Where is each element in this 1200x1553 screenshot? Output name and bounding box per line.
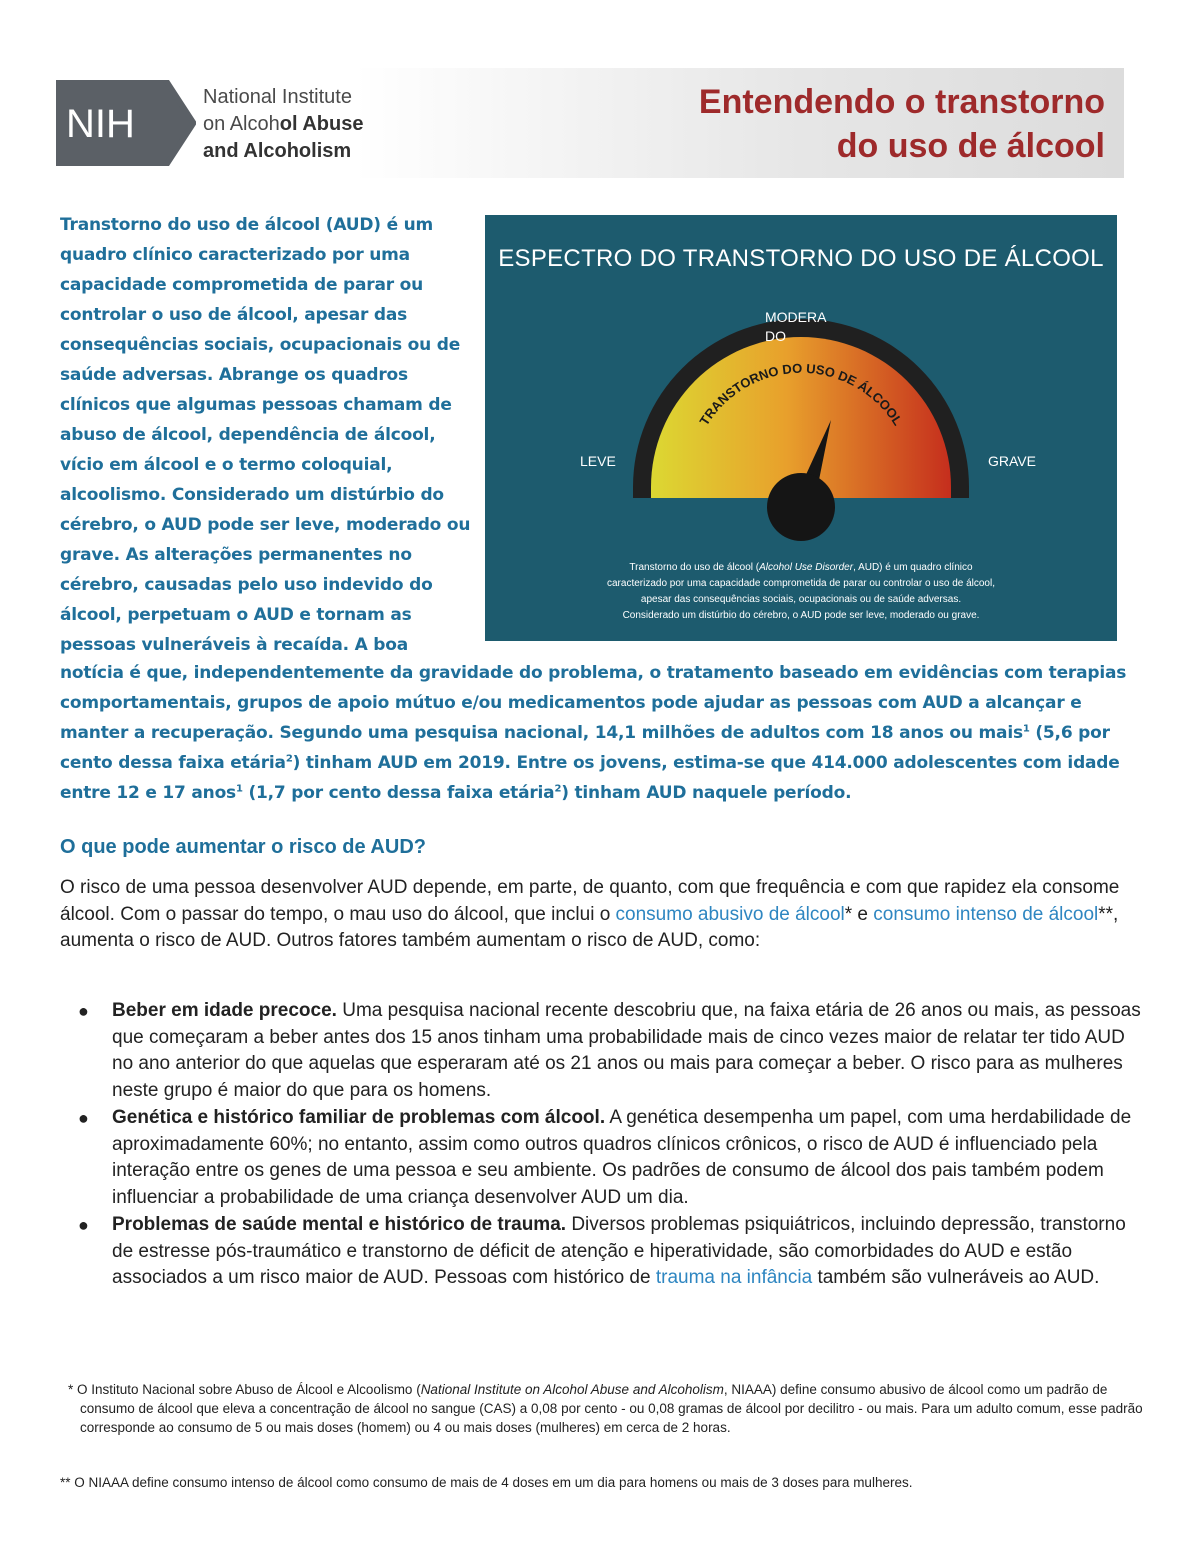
gauge-arc-text: TRANSTORNO DO USO DE ÁLCOOL xyxy=(696,360,906,429)
caption-line-3: apesar das consequências sociais, ocupacionais ou de saúde adversas. xyxy=(640,594,962,605)
logo-line-1: National Institute xyxy=(203,86,352,108)
link-consumo-intenso[interactable]: consumo intenso de álcool xyxy=(873,903,1099,925)
spectrum-title: ESPECTRO DO TRANSTORNO DO USO DE ÁLCOOL xyxy=(498,245,1104,272)
gauge-pivot xyxy=(767,473,835,541)
list-item: ● Beber em idade precoce. Uma pesquisa nacional recente descobriu que, na faixa etária de 26 anos ou mais, as pessoas que começaram a beber antes dos 15 anos tinham uma probabilidade mais de cinco vezes maior de relatar ter tido AUD no ano anterior do que aquelas que esperaram até os 21 anos ou mais para começar a beber. O risco para as mulheres neste grupo é maior do que para os homens. xyxy=(78,1000,1141,1101)
footnote-ref-2: 2 xyxy=(285,753,293,765)
risk-factor-list xyxy=(60,998,1150,1292)
intro-paragraph-wide: notícia é que, independentemente da gravidade do problema, o tratamento baseado em evidências com terapias comportamentais, grupos de apoio mútuo e/ou medicamentos pode ajudar as pessoas com AUD a alcançar e manter a recuperação. Segundo uma pesquisa nacional, 14,1 milhões de adultos com 18 anos ou mais$^1$ (5,6 por cento dessa faixa etária$^2$) tinham AUD em 2019. Entre os jovens, estima-se que 414.000 adolescentes com idade entre 12 e 17 anos$^1$ (1,7 por cento dessa faixa etária$^2$) tinham AUD naquele período. xyxy=(60,663,1127,803)
section-heading: O que pode aumentar o risco de AUD? xyxy=(60,836,426,858)
bullet-icon: ● xyxy=(78,1001,89,1021)
nih-logo-text xyxy=(203,84,403,165)
nih-logo xyxy=(56,80,396,166)
risk-paragraph: O risco de uma pessoa desenvolver AUD depende, em parte, de quanto, com que frequência e com que rapidez ela consome álcool. Com o passar do tempo, o mau uso do álcool, que inclui o consumo abusivo de álcool* e consumo intenso de álcool**, aumenta o risco de AUD. Outros fatores também aumentam o risco de AUD, como: xyxy=(60,877,1120,951)
footnote-1: * O Instituto Nacional sobre Abuso de Álcool e Alcoolismo (National Institute on Alcohol Abuse and Alcoholism, NIAAA) define consumo abusivo de álcool como um padrão de consumo de álcool que eleva a concentração de álcool no sangue (CAS) a 0,08 por cento - ou 0,08 gramas de álcool por decilitro - ou mais. Para um adulto comum, esse padrão corresponde ao consumo de 5 ou mais doses (homem) ou 4 ou mais doses (mulheres) em cerca de 2 horas. xyxy=(68,1382,1143,1435)
page-title xyxy=(699,80,1105,168)
list-item: ● Genética e histórico familiar de problemas com álcool. A genética desempenha um papel, com uma herdabilidade de aproximadamente 60%; no entanto, assim como outros quadros clínicos crônicos, o risco de AUD é influenciado pela interação entre os genes de uma pessoa e seu ambiente. Os padrões de consumo de álcool dos pais também podem influenciar a probabilidade de uma criança desenvolver AUD um dia. xyxy=(78,1107,1132,1208)
gauge-label-grave: GRAVE xyxy=(988,453,1036,469)
intro-paragraph-column: Transtorno do uso de álcool (AUD) é um quadro clínico caracterizado por uma capacidade comprometida de parar ou controlar o uso de álcool, apesar das consequências sociais, ocupacionais ou de saúde adversas. Abrange os quadros clínicos que algumas pessoas chamam de abuso de álcool, dependência de álcool, vício em álcool e o termo coloquial, alcoolismo. Considerado um distúrbio do cérebro, o AUD pode ser leve, moderado ou grave. As alterações permanentes no cérebro, causadas pelo uso indevido do álcool, perpetuam o AUD e tornam as pessoas vulneráveis à recaída. A boa xyxy=(60,215,471,655)
caption-line-1: Transtorno do uso de álcool (Alcohol Use Disorder, AUD) é um quadro clínico xyxy=(629,562,973,573)
logo-line-2: on Alcohol Abuse xyxy=(203,113,364,135)
footnote-ref-1: 1 xyxy=(1022,723,1030,735)
gauge-label-leve: LEVE xyxy=(580,453,616,469)
caption-line-2: caracterizado por uma capacidade comprometida de parar ou controlar o uso de álcool, xyxy=(607,578,995,589)
link-consumo-abusivo[interactable]: consumo abusivo de álcool xyxy=(615,903,845,925)
spectrum-panel xyxy=(485,215,1117,641)
bullet-icon: ● xyxy=(78,1215,89,1235)
page-title-line-1: Entendendo o transtorno xyxy=(698,83,1105,121)
link-trauma-infancia[interactable]: trauma na infância xyxy=(655,1267,813,1288)
caption-line-4: Considerado um distúrbio do cérebro, o AUD pode ser leve, moderado ou grave. xyxy=(622,610,980,621)
nih-abbr: NIH xyxy=(66,102,135,146)
logo-line-3: and Alcoholism xyxy=(203,140,352,162)
page-title-line-2: do uso de álcool xyxy=(836,127,1105,165)
footnote-ref-3: 1 xyxy=(235,783,243,795)
bullet-icon: ● xyxy=(78,1108,89,1128)
nih-logo-mark xyxy=(56,80,196,166)
spectrum-caption xyxy=(545,560,1057,624)
footnote-2: ** O NIAAA define consumo intenso de álcool como consumo de mais de 4 doses em um dia para homens ou mais de 3 doses para mulheres. xyxy=(60,1475,913,1490)
list-item: ● Problemas de saúde mental e histórico de trauma. Diversos problemas psiquiátricos, incluindo depressão, transtorno de estresse pós-traumático e transtorno de déficit de atenção e hiperatividade, são comorbidades do AUD e estão associados a um risco maior de AUD. Pessoas com histórico de trauma na infância também são vulneráveis ao AUD. xyxy=(78,1214,1126,1288)
footnote-ref-4: 2 xyxy=(554,783,562,795)
gauge-label-moderado: MODERADO xyxy=(765,309,827,344)
